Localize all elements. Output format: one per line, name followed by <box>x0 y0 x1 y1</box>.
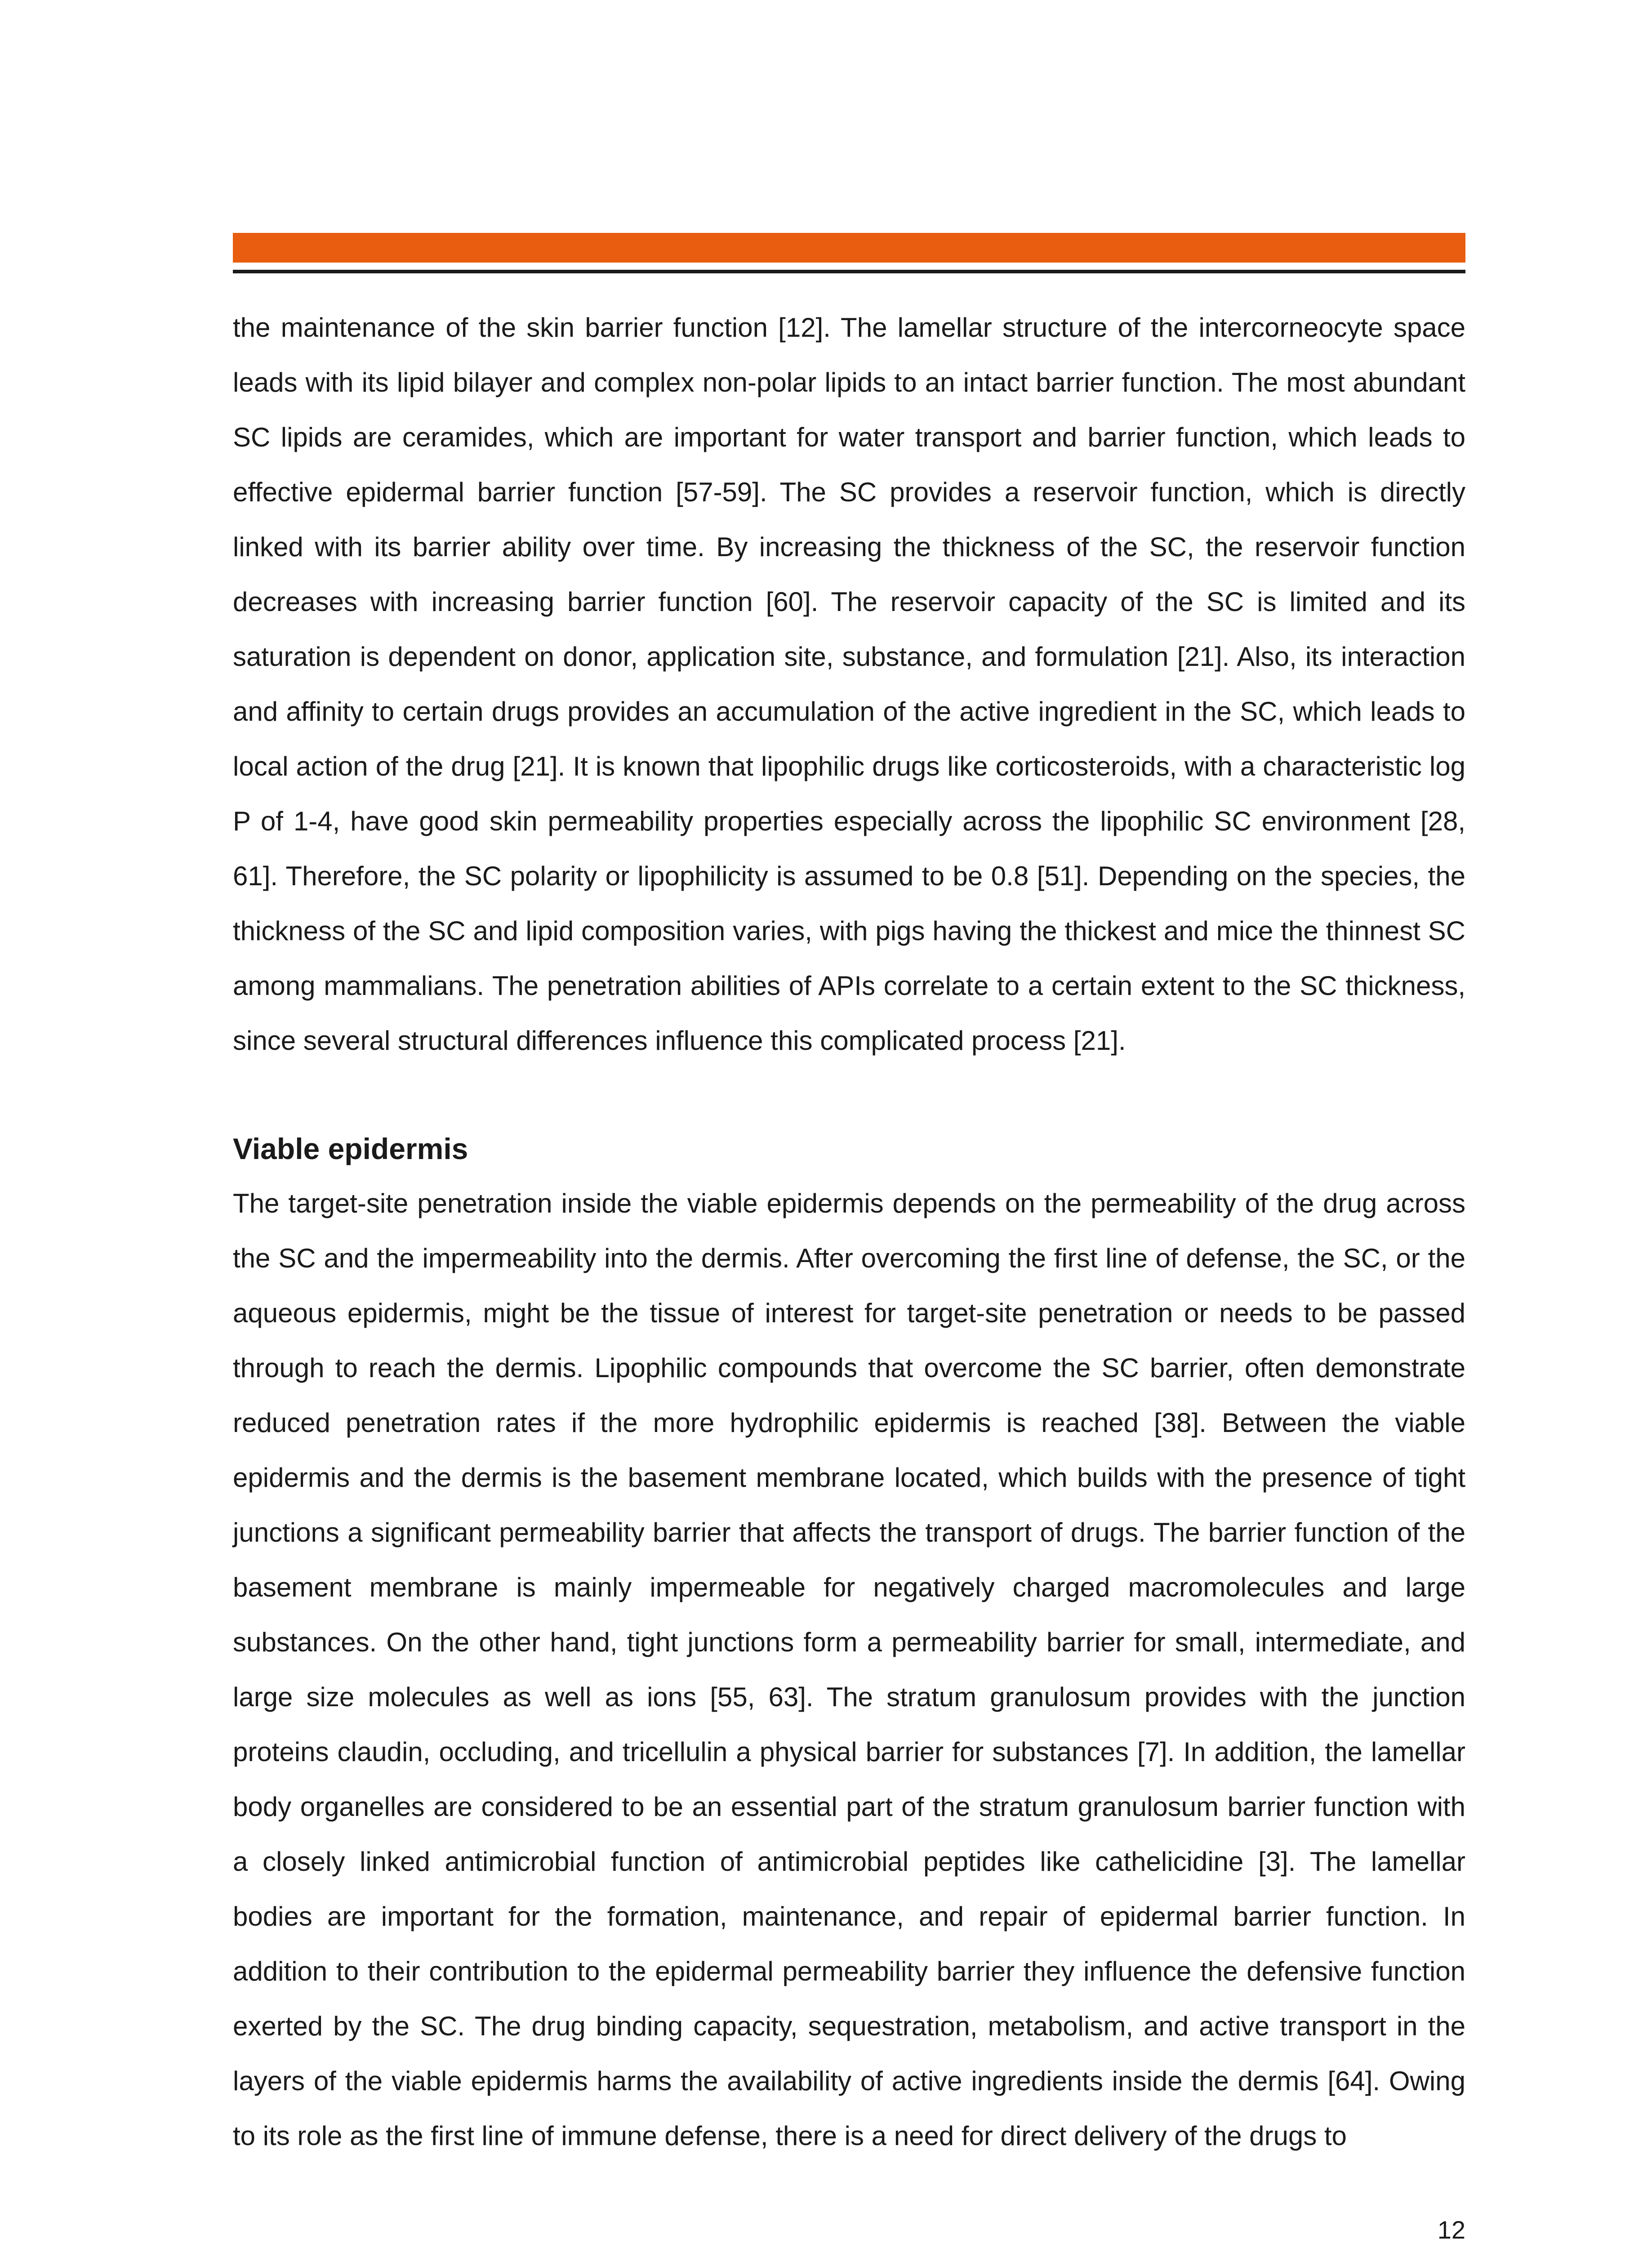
page-body <box>233 300 1465 2163</box>
header-rule <box>233 270 1465 273</box>
body-paragraph-2: The target-site penetration inside the viable epidermis depends on the permeability of the drug across the SC and the impermeability into the dermis. After overcoming the first line of defense, the SC, or the aqueous epidermis, might be the tissue of interest for target-site penetration or needs to be passed through to reach the dermis. Lipophilic compounds that overcome the SC barrier, often demonstrate reduced penetration rates if the more hydrophilic epidermis is reached [38]. Between the viable epidermis and the dermis is the basement membrane located, which builds with the presence of tight junctions a significant permeability barrier that affects the transport of drugs. The barrier function of the basement membrane is mainly impermeable for negatively charged macromolecules and large substances. On the other hand, tight junctions form a permeability barrier for small, intermediate, and large size molecules as well as ions [55, 63]. The stratum granulosum provides with the junction proteins claudin, occluding, and tricellulin a physical barrier for substances [7]. In addition, the lamellar body organelles are considered to be an essential part of the stratum granulosum barrier function with a closely linked antimicrobial function of antimicrobial peptides like cathelicidine [3]. The lamellar bodies are important for the formation, maintenance, and repair of epidermal barrier function. In addition to their contribution to the epidermal permeability barrier they influence the defensive function exerted by the SC. The drug binding capacity, sequestration, metabolism, and active transport in the layers of the viable epidermis harms the availability of active ingredients inside the dermis [64]. Owing to its role as the first line of immune defense, there is a need for direct delivery of the drugs to <box>233 1188 1465 2151</box>
body-paragraph-1: the maintenance of the skin barrier function [12]. The lamellar structure of the intercorneocyte space leads with its lipid bilayer and complex non-polar lipids to an intact barrier function. The most abundant SC lipids are ceramides, which are important for water transport and barrier function, which leads to effective epidermal barrier function [57-59]. The SC provides a reservoir function, which is directly linked with its barrier ability over time. By increasing the thickness of the SC, the reservoir function decreases with increasing barrier function [60]. The reservoir capacity of the SC is limited and its saturation is dependent on donor, application site, substance, and formulation [21]. Also, its interaction and affinity to certain drugs provides an accumulation of the active ingredient in the SC, which leads to local action of the drug [21]. It is known that lipophilic drugs like corticosteroids, with a characteristic log P of 1-4, have good skin permeability properties especially across the lipophilic SC environment [28, 61]. Therefore, the SC polarity or lipophilicity is assumed to be 0.8 [51]. Depending on the species, the thickness of the SC and lipid composition varies, with pigs having the thickest and mice the thinnest SC among mammalians. The penetration abilities of APIs correlate to a certain extent to the SC thickness, since several structural differences influence this complicated process [21]. <box>233 312 1465 1056</box>
page-number: 12 <box>1437 2216 1465 2244</box>
section-heading-viable-epidermis: Viable epidermis <box>233 1132 468 1165</box>
header-accent-bar <box>233 233 1465 263</box>
